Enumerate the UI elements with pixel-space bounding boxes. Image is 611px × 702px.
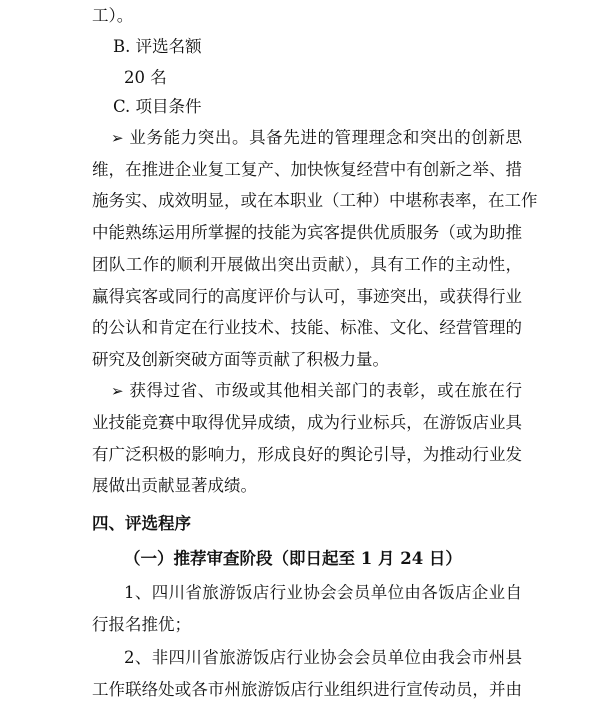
bullet-item-2: ➢ 获得过省、市级或其他相关部门的表彰，或在旅在行 [111, 381, 522, 400]
text-line-7: 施务实、成效明显，或在本职业（工种）中堪称表率，在工作 [92, 191, 538, 210]
text-line-1: 工）。 [92, 6, 134, 25]
subsection-heading: （一）推荐审查阶段（即日起至 1 月 24 日） [124, 549, 462, 568]
text-line-2: B. 评选名额 [113, 37, 202, 56]
text-line-10: 赢得宾客或同行的高度评价与认可，事迹突出，或获得行业 [92, 287, 522, 306]
arrow-bullet-icon: ➢ [111, 129, 124, 147]
section-heading: 四、评选程序 [92, 514, 191, 533]
text-line-11: 的公认和肯定在行业技术、技能、标准、文化、经营管理的 [92, 318, 522, 337]
text-line-19: 1、四川省旅游饭店行业协会会员单位由各饭店企业自 [124, 583, 522, 602]
text-line-22: 工作联络处或各市州旅游饭店行业组织进行宣传动员，并由 [92, 680, 522, 699]
text-line-12: 研究及创新突破方面等贡献了积极力量。 [92, 350, 389, 369]
bullet-item-1: ➢ 业务能力突出。具备先进的管理理念和突出的创新思 [111, 128, 522, 147]
text-line-15: 有广泛积极的影响力，形成良好的舆论引导，为推动行业发 [92, 445, 522, 464]
text-line-6: 维，在推进企业复工复产、加快恢复经营中有创新之举、措 [92, 160, 522, 179]
text-line-3: 20 名 [124, 68, 167, 87]
text-line-20: 行报名推优； [92, 615, 191, 634]
arrow-bullet-icon: ➢ [111, 382, 124, 400]
text-line-9: 团队工作的顺利开展做出突出贡献），具有工作的主动性， [92, 255, 522, 274]
text-line-21: 2、非四川省旅游饭店行业协会会员单位由我会市州县 [124, 648, 522, 667]
text-line-14: 业技能竞赛中取得优异成绩，成为行业标兵，在游饭店业具 [92, 413, 522, 432]
text-line-8: 中能熟练运用所掌握的技能为宾客提供优质服务（或为助推 [92, 223, 522, 242]
text-line-16: 展做出贡献显著成绩。 [92, 476, 257, 495]
text-line-4: C. 项目条件 [113, 97, 202, 116]
